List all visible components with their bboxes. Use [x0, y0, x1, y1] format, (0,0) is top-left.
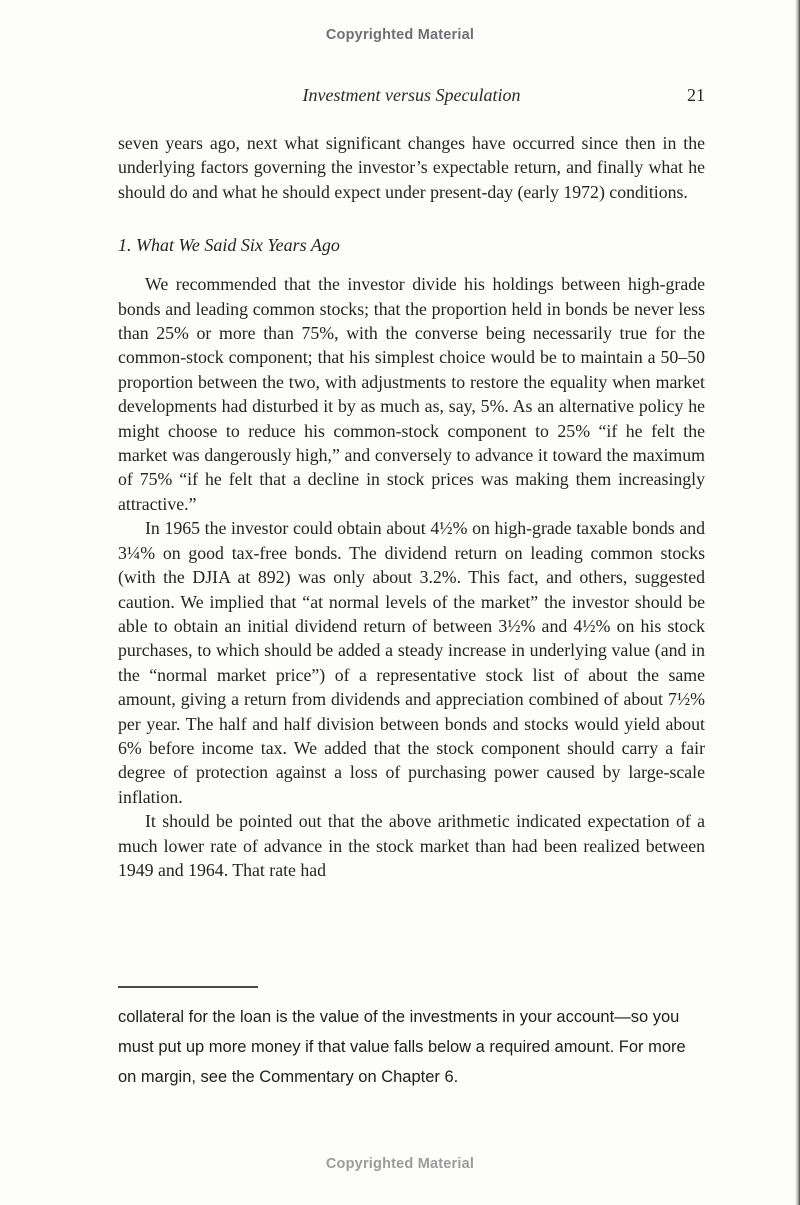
page-number: 21 — [687, 85, 705, 105]
section-heading: 1. What We Said Six Years Ago — [118, 235, 340, 256]
body-paragraph: It should be pointed out that the above arithmetic indicated expectation of a much lower rate of advance in the stock market than had been realized between 1949 and 1964. That rate had — [118, 811, 705, 880]
running-header — [118, 85, 705, 106]
footnote-rule — [118, 986, 258, 988]
body-paragraph: In 1965 the investor could obtain about 4½% on high-grade taxable bonds and 3¼% on good tax-free bonds. The dividend return on leading common stocks (with the DJIA at 892) was only about 3.2%. This fact, and others, suggested caution. We implied that “at normal levels of the market” the investor should be able to obtain an initial dividend return of between 3½% and 4½% on his stock purchases, to which should be added a steady increase in underlying value (and in the “normal market price”) of a representative stock list of about the same amount, giving a return from dividends and appreciation combined of about 7½% per year. The half and half division between bonds and stocks would yield about 6% before income tax. We added that the stock component should carry a fair degree of protection against a loss of purchasing power caused by large-scale inflation. — [118, 518, 705, 807]
footnote-text: collateral for the loan is the value of the investments in your account—so you must put up more money if that value falls below a required amount. For more on margin, see the Commentary on Chapter 6. — [118, 1008, 686, 1086]
opening-paragraph: seven years ago, next what significant changes have occurred since then in the underlying factors governing the investor’s expectable return, and finally what he should do and what he should expect under present-day (early 1972) conditions. — [118, 133, 705, 202]
copyright-watermark-top: Copyrighted Material — [325, 27, 475, 43]
body-paragraph: We recommended that the investor divide his holdings between high-grade bonds and leading common stocks; that the proportion held in bonds be never less than 25% or more than 75%, with the converse being necessarily true for the common-stock component; that his simplest choice would be to maintain a 50–50 proportion between the two, with adjustments to restore the equality when market developments had disturbed it by as much as, say, 5%. As an alternative policy he might choose to reduce his common-stock component to 25% “if he felt the market was dangerously high,” and conversely to advance it toward the maximum of 75% “if he felt that a decline in stock prices was making them increasingly attractive.” — [118, 274, 705, 514]
body-text — [118, 131, 705, 882]
chapter-running-title: Investment versus Speculation — [302, 85, 521, 105]
footnote-block — [118, 986, 705, 1092]
scan-page-edge — [795, 0, 800, 1205]
copyright-watermark-bottom: Copyrighted Material — [325, 1156, 475, 1172]
